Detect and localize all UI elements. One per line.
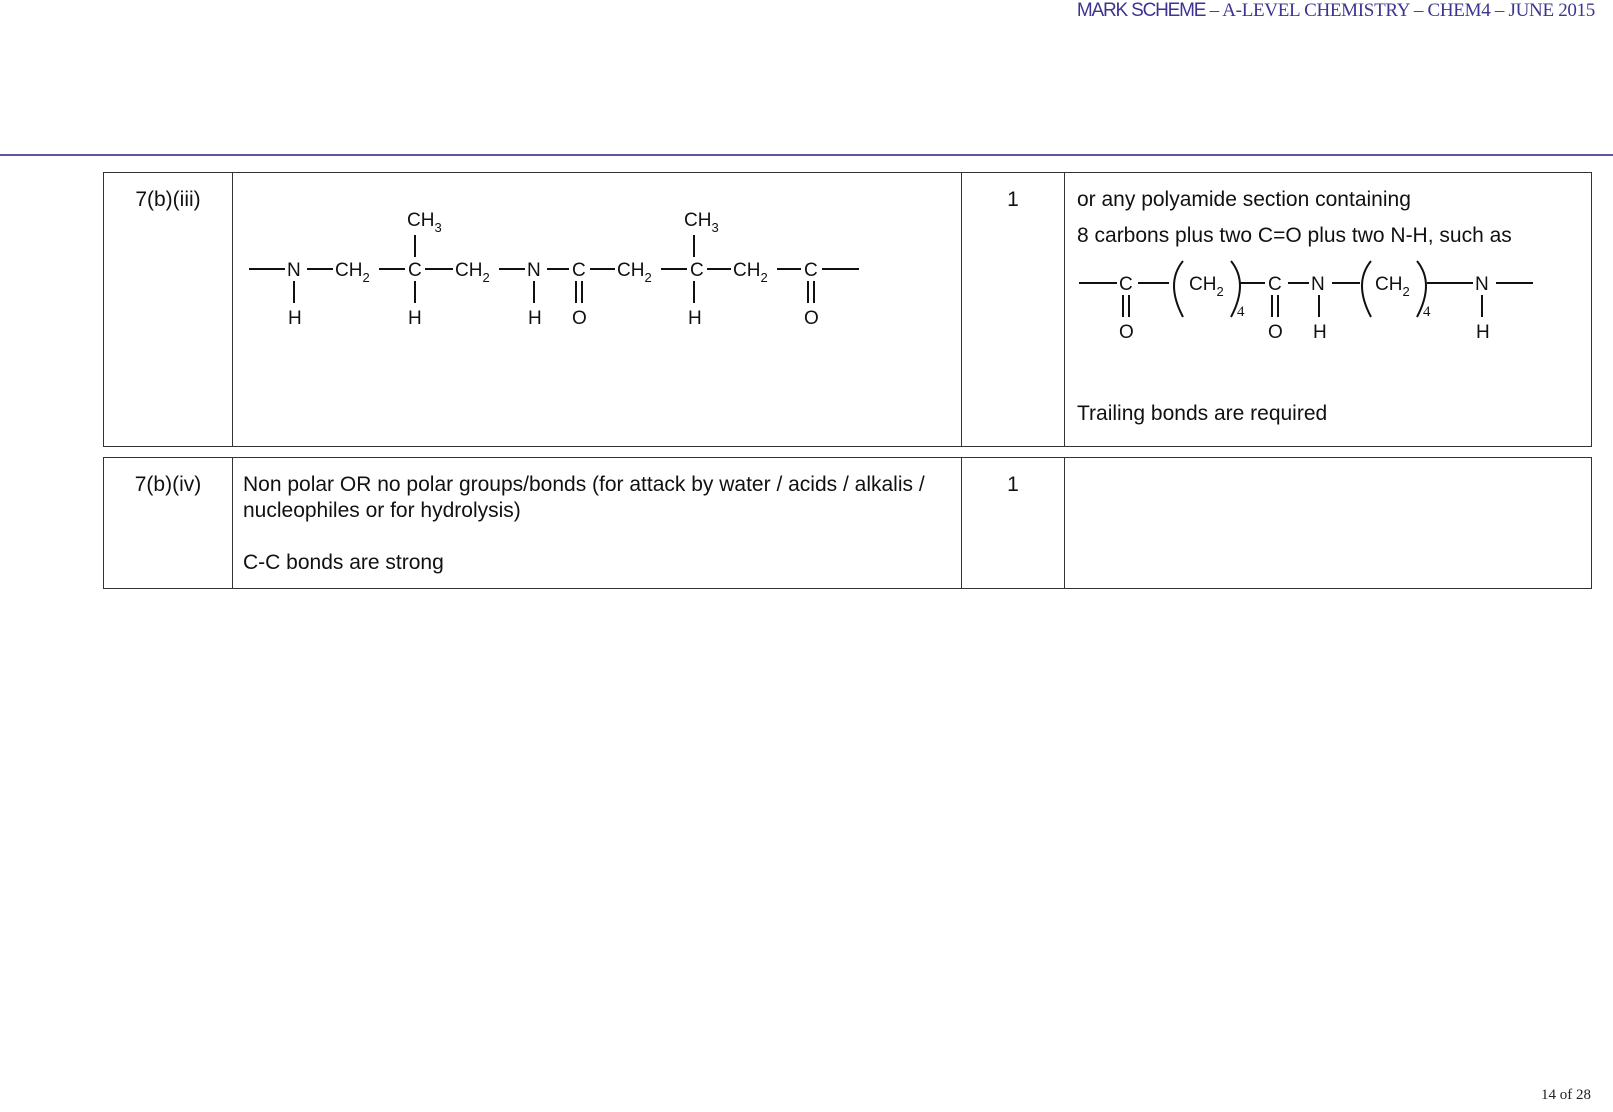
- atom-n2: N: [527, 260, 541, 281]
- atom-c3: C: [690, 260, 704, 281]
- mark-scheme-table-row-7biii: [103, 172, 1592, 447]
- comments-cell: [1065, 458, 1592, 589]
- atom-c2: C: [572, 260, 586, 281]
- answer-cell: [233, 458, 962, 589]
- atom-c4: C: [804, 260, 818, 281]
- atom-ch2-2: $CH_2$: [455, 260, 490, 285]
- repeat-count-b: 4: [1423, 304, 1431, 320]
- page-number: 14 of 28: [1541, 1087, 1591, 1103]
- atom-c-a: C: [1119, 274, 1133, 295]
- polyamide-structure: [247, 195, 887, 345]
- atom-h-b: H: [1476, 322, 1490, 343]
- atom-n-a: N: [1311, 274, 1325, 295]
- comment-line-1: or any polyamide section containing: [1077, 188, 1411, 211]
- page-header: [1077, 0, 1595, 22]
- atom-ch2-b: $CH_2$: [1375, 274, 1410, 299]
- alternative-polyamide-structure: [1077, 259, 1557, 359]
- mark-value: 1: [962, 458, 1065, 589]
- atom-ch3-1: $CH_3$: [407, 210, 442, 235]
- answer-line-1: Non polar OR no polar groups/bonds (for attack by water / acids / alkalis / nucleophiles or for hydrolysis): [243, 473, 925, 522]
- answer-line-2: C-C bonds are strong: [243, 551, 444, 574]
- atom-h1: H: [288, 308, 302, 329]
- repeat-count-a: 4: [1237, 304, 1245, 320]
- atom-n1: N: [287, 260, 301, 281]
- question-number: 7(b)(iv): [104, 458, 233, 589]
- mark-value: 1: [962, 173, 1065, 447]
- atom-o-b: O: [1268, 322, 1283, 343]
- mark-scheme-table-row-7biv: [103, 457, 1592, 589]
- atom-ch2-a: $CH_2$: [1189, 274, 1224, 299]
- table-row: [104, 458, 1592, 589]
- question-number: 7(b)(iii): [104, 173, 233, 447]
- atom-n-b: N: [1475, 274, 1489, 295]
- atom-o-a: O: [1119, 322, 1134, 343]
- header-subtitle: – A-LEVEL CHEMISTRY – CHEM4 – JUNE 2015: [1205, 0, 1595, 21]
- header-rule: [0, 154, 1613, 156]
- table-row: [104, 173, 1592, 447]
- atom-ch2-3: $CH_2$: [617, 260, 652, 285]
- atom-ch3-2: $CH_3$: [684, 210, 719, 235]
- atom-o1: O: [572, 308, 587, 329]
- answer-cell: [233, 173, 962, 447]
- atom-o2: O: [804, 308, 819, 329]
- comment-note: Trailing bonds are required: [1077, 402, 1328, 425]
- atom-h2: H: [408, 308, 422, 329]
- comment-line-2: 8 carbons plus two C=O plus two N-H, such as: [1077, 224, 1512, 247]
- atom-ch2-1: $CH_2$: [335, 260, 370, 285]
- comments-cell: [1065, 173, 1592, 447]
- atom-h3: H: [528, 308, 542, 329]
- atom-c1: C: [408, 260, 422, 281]
- header-title: MARK SCHEME: [1076, 0, 1206, 21]
- atom-h4: H: [688, 308, 702, 329]
- atom-c-b: C: [1268, 274, 1282, 295]
- atom-ch2-4: $CH_2$: [733, 260, 768, 285]
- atom-h-a: H: [1313, 322, 1327, 343]
